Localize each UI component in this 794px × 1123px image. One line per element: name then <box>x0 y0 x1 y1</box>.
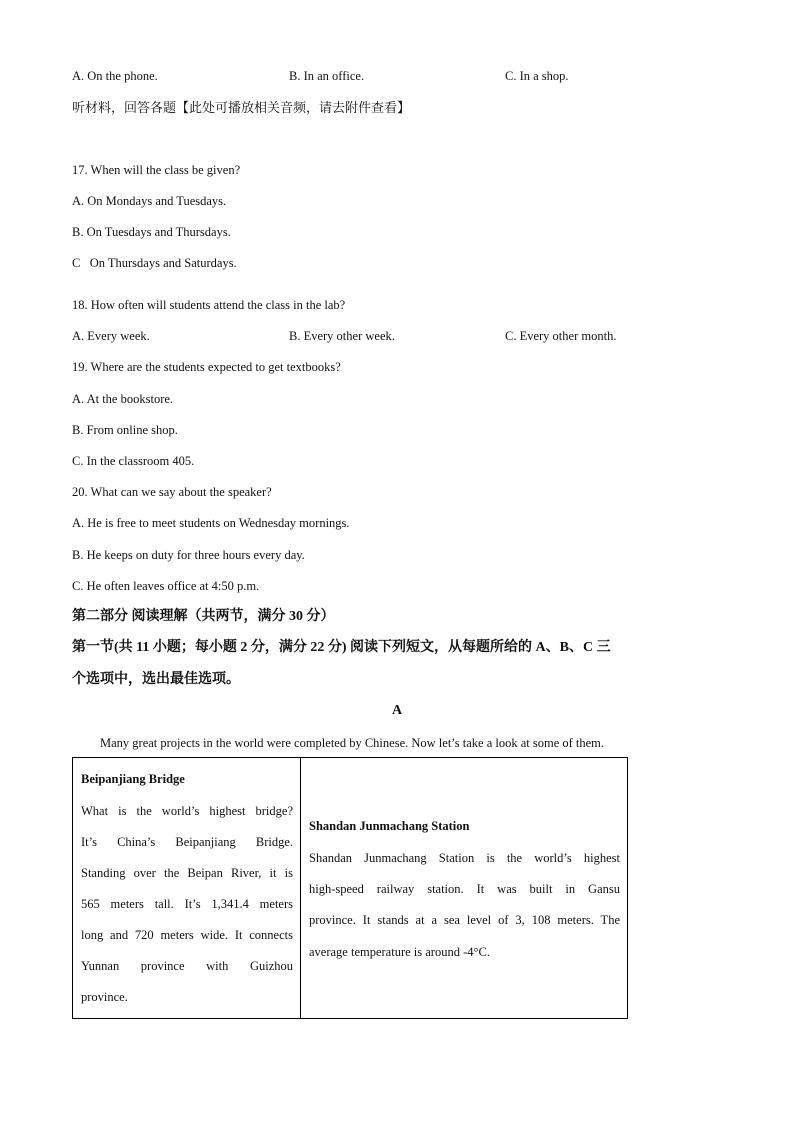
q18-option-c: C. Every other month. <box>505 329 617 343</box>
shandan-line-1: Shandan Junmachang Station is the world’s highest <box>309 851 620 865</box>
q19-option-b: B. From online shop. <box>72 423 178 437</box>
q17-option-b: B. On Tuesdays and Thursdays. <box>72 225 231 239</box>
table-cell-beipanjiang <box>73 758 301 1018</box>
beipanjiang-line-1: What is the world’s highest bridge? <box>81 804 293 818</box>
q18-stem: 18. How often will students attend the class in the lab? <box>72 298 346 312</box>
beipanjiang-line-3: Standing over the Beipan River, it is <box>81 866 293 880</box>
q17-option-a: A. On Mondays and Tuesdays. <box>72 194 227 208</box>
beipanjiang-line-5: long and 720 meters wide. It connects <box>81 928 293 942</box>
passage-letter: A <box>391 703 403 718</box>
beipanjiang-line-4: 565 meters tall. It’s 1,341.4 meters <box>81 897 293 911</box>
shandan-line-2: high-speed railway station. It was built in Gansu <box>309 882 620 896</box>
q19-stem: 19. Where are the students expected to get textbooks? <box>72 360 341 374</box>
q17-option-c: C On Thursdays and Saturdays. <box>72 256 237 270</box>
q20-option-b: B. He keeps on duty for three hours every day. <box>72 548 305 562</box>
q18-option-b: B. Every other week. <box>289 329 395 343</box>
q20-option-c: C. He often leaves office at 4:50 p.m. <box>72 579 260 593</box>
q16-option-c: C. In a shop. <box>505 69 569 83</box>
q16-option-b: B. In an office. <box>289 69 365 83</box>
beipanjiang-line-7: province. <box>81 990 128 1004</box>
q19-option-a: A. At the bookstore. <box>72 392 174 406</box>
shandan-title: Shandan Junmachang Station <box>309 819 470 833</box>
listening-instruction: 听材料，回答各题【此处可播放相关音频，请去附件查看】 <box>72 100 411 115</box>
passage-intro: Many great projects in the world were completed by Chinese. Now let’s take a look at some of them. <box>100 736 605 750</box>
q17-stem: 17. When will the class be given? <box>72 163 241 177</box>
beipanjiang-line-6: Yunnan province with Guizhou <box>81 959 293 973</box>
q19-option-c: C. In the classroom 405. <box>72 454 195 468</box>
part2-heading: 第二部分 阅读理解（共两节，满分 30 分） <box>72 609 335 624</box>
q20-stem: 20. What can we say about the speaker? <box>72 485 272 499</box>
shandan-line-3: province. It stands at a sea level of 3, 108 meters. The <box>309 913 620 927</box>
q18-option-a: A. Every week. <box>72 329 150 343</box>
shandan-line-4: average temperature is around -4°C. <box>309 945 490 959</box>
table-cell-shandan <box>301 758 627 1018</box>
beipanjiang-line-2: It’s China’s Beipanjiang Bridge. <box>81 835 293 849</box>
q16-option-a: A. On the phone. <box>72 69 158 83</box>
section1-instruction-line1: 第一节(共 11 小题；每小题 2 分，满分 22 分) 阅读下列短文，从每题所给的 A、B、C 三 <box>72 640 611 655</box>
q20-option-a: A. He is free to meet students on Wednesday mornings. <box>72 516 350 530</box>
beipanjiang-title: Beipanjiang Bridge <box>81 772 185 786</box>
section1-instruction-line2: 个选项中，选出最佳选项。 <box>72 672 240 687</box>
projects-table <box>72 757 628 1019</box>
